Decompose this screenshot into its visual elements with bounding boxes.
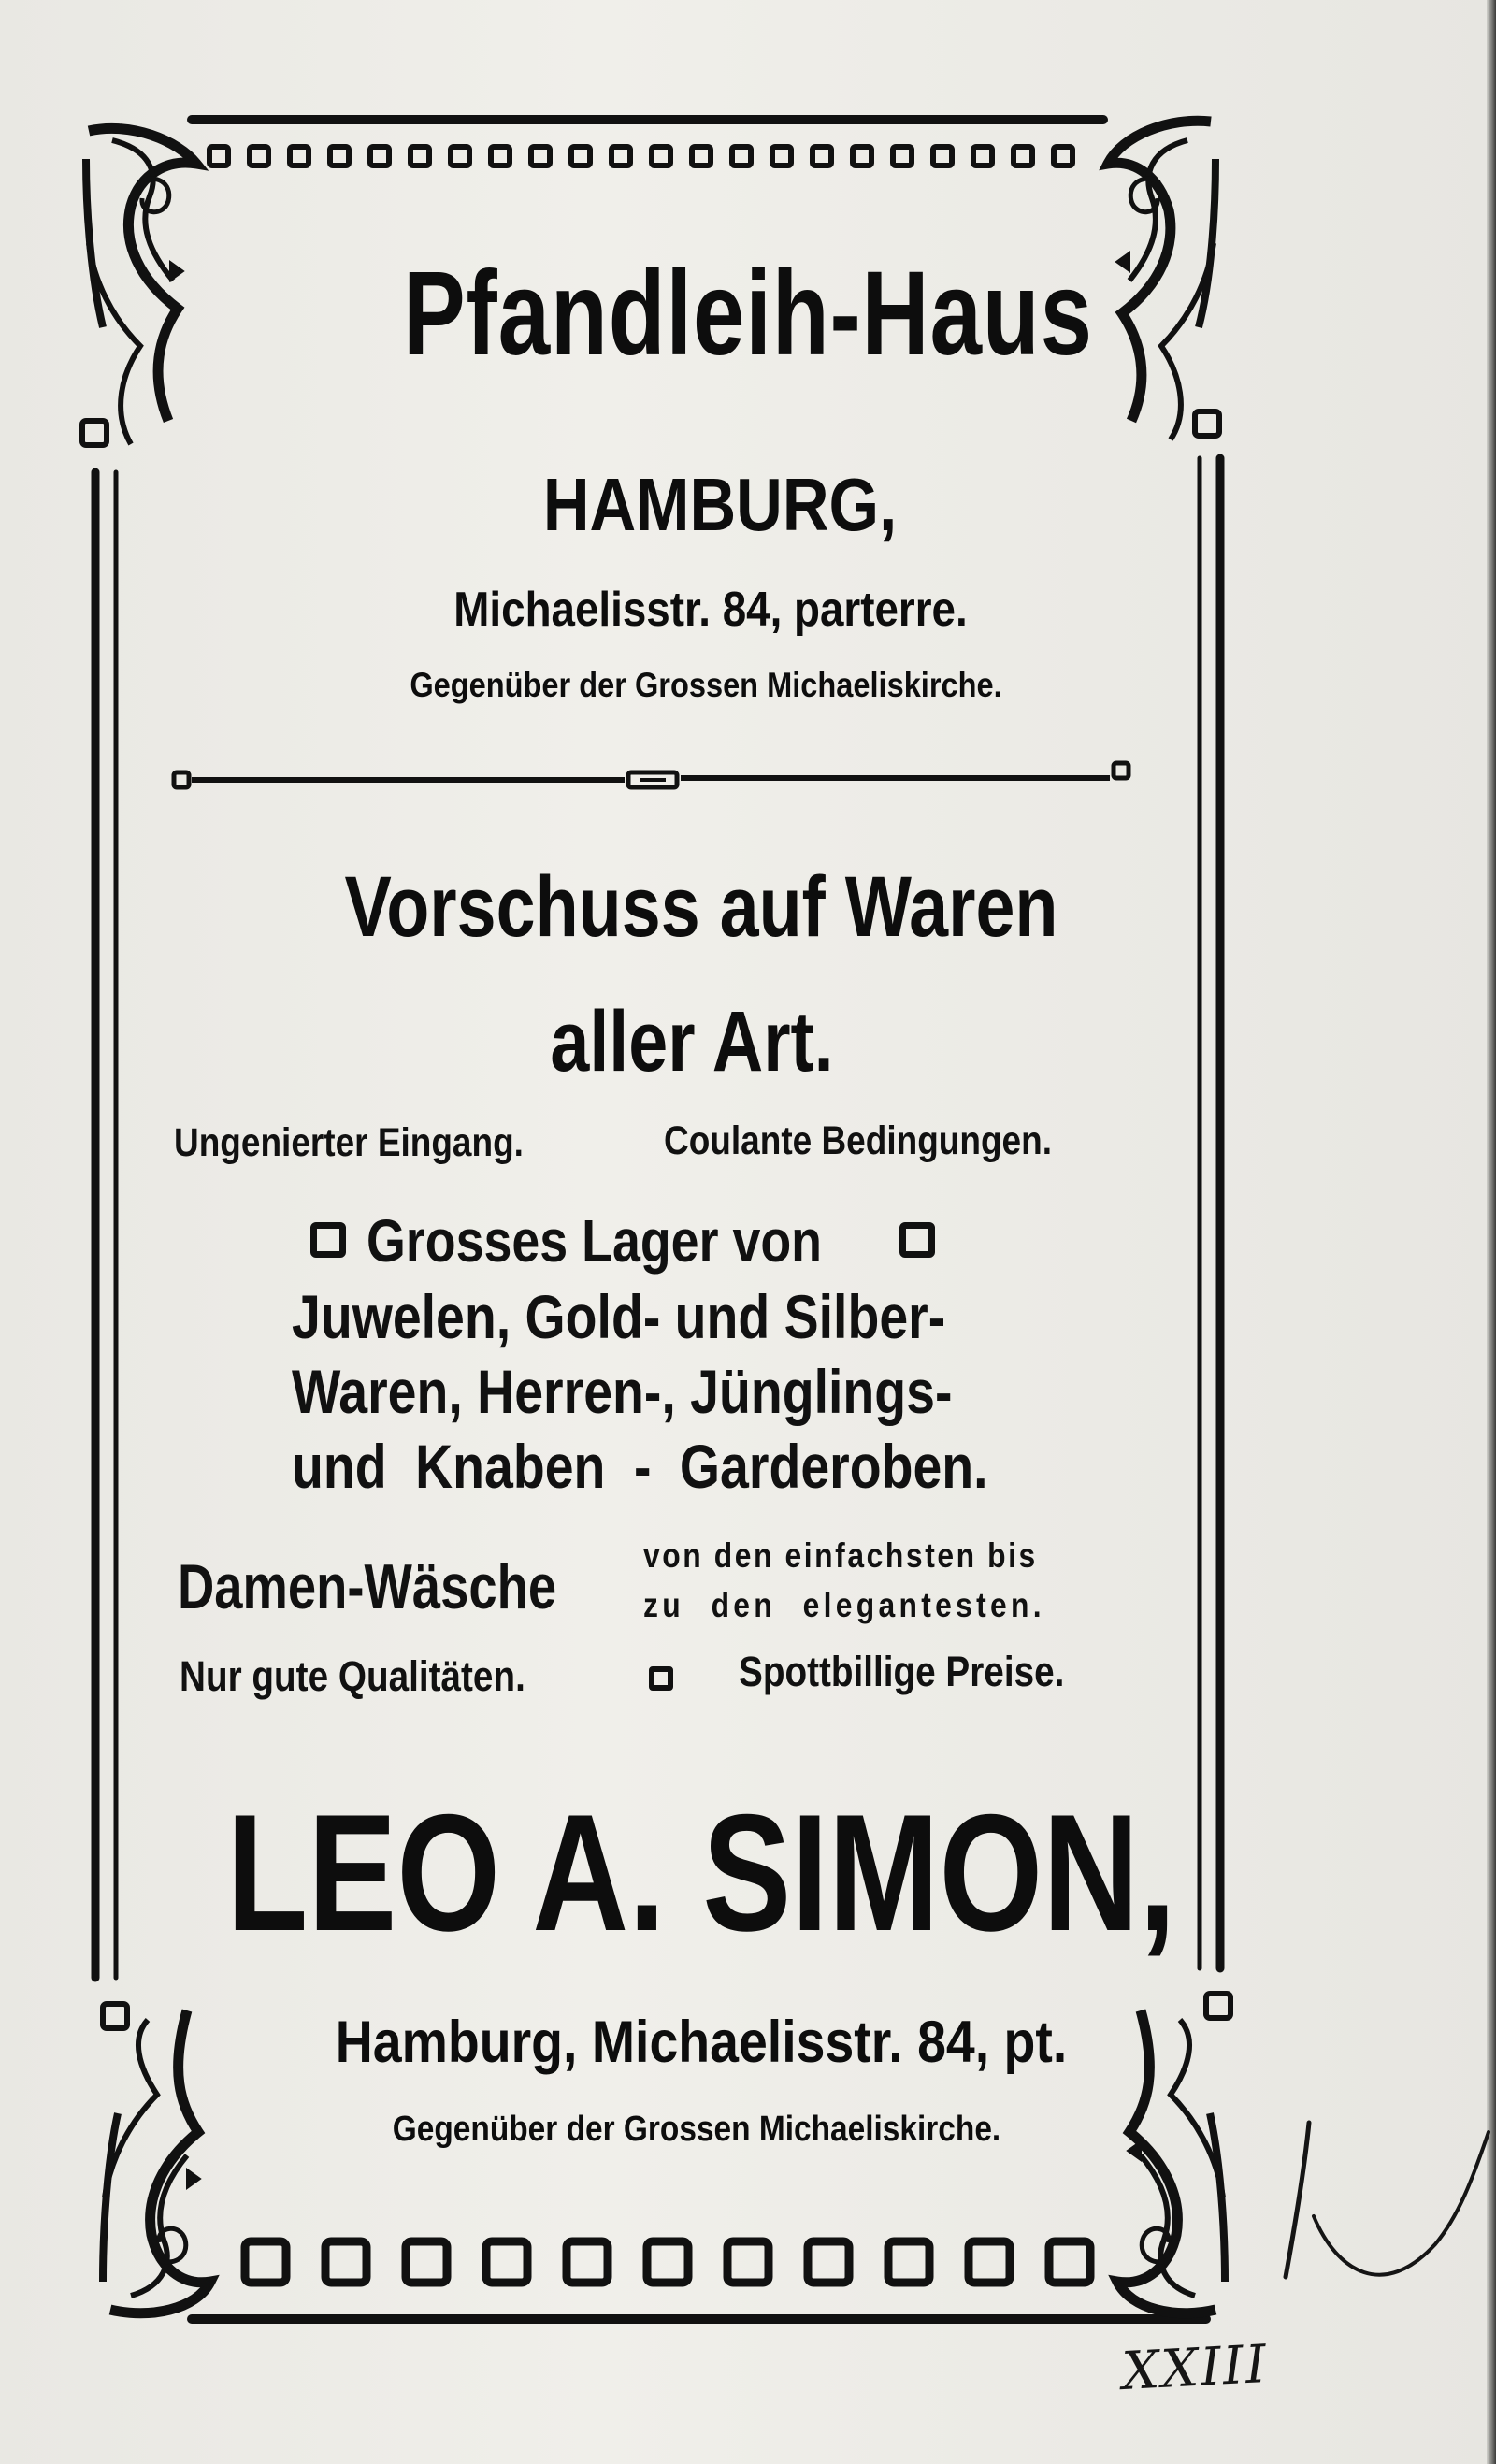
bottom-square-border-row [245, 2241, 1090, 2283]
stock-line-3: Waren, Herren-, Jünglings- [292, 1357, 953, 1426]
linen-range-line-2: zu den elegantesten. [643, 1586, 1045, 1624]
offer-headline-line2: aller Art. [550, 994, 834, 1089]
quality-left: Nur gute Qualitäten. [180, 1652, 525, 1700]
handwritten-mark-text [1290, 2104, 1291, 2105]
owner-name: LEO A. SIMON, [226, 1780, 1176, 1966]
linen-label: Damen-Wäsche [178, 1551, 557, 1622]
conditions-right: Coulante Bedingungen. [664, 1118, 1052, 1163]
shop-landmark: Gegenüber der Grossen Michaeliskirche. [410, 666, 1002, 704]
top-square-border-row [209, 147, 1072, 166]
stock-line-1 [290, 1206, 956, 1275]
shop-title: Pfandleih-Haus [403, 247, 1093, 381]
city-heading: HAMBURG, [542, 463, 898, 546]
stock-line-4: und Knaben - Garderoben. [292, 1432, 988, 1501]
page-numeral: XXIII [1120, 2333, 1270, 2403]
handwritten-mark [1272, 2095, 1496, 2319]
linen-range-line-1: von den einfachsten bis [643, 1536, 1038, 1575]
offer-headline-line1: Vorschuss auf Waren [344, 859, 1058, 955]
shop-address: Michaelisstr. 84, parterre. [453, 583, 968, 637]
section-divider [174, 763, 1129, 787]
owner-landmark: Gegenüber der Grossen Michaeliskirche. [392, 2110, 1001, 2149]
stock-line-2: Juwelen, Gold- und Silber- [292, 1282, 946, 1351]
square-bullet-icon [310, 1222, 346, 1258]
stock-line-1-text: Grosses Lager von [367, 1207, 823, 1275]
square-bullet-icon [649, 1666, 673, 1691]
quality-right: Spottbillige Preise. [739, 1648, 1065, 1695]
conditions-left: Ungenierter Eingang. [174, 1120, 524, 1165]
square-bullet-icon [899, 1222, 935, 1258]
owner-address: Hamburg, Michaelisstr. 84, pt. [335, 2010, 1068, 2075]
